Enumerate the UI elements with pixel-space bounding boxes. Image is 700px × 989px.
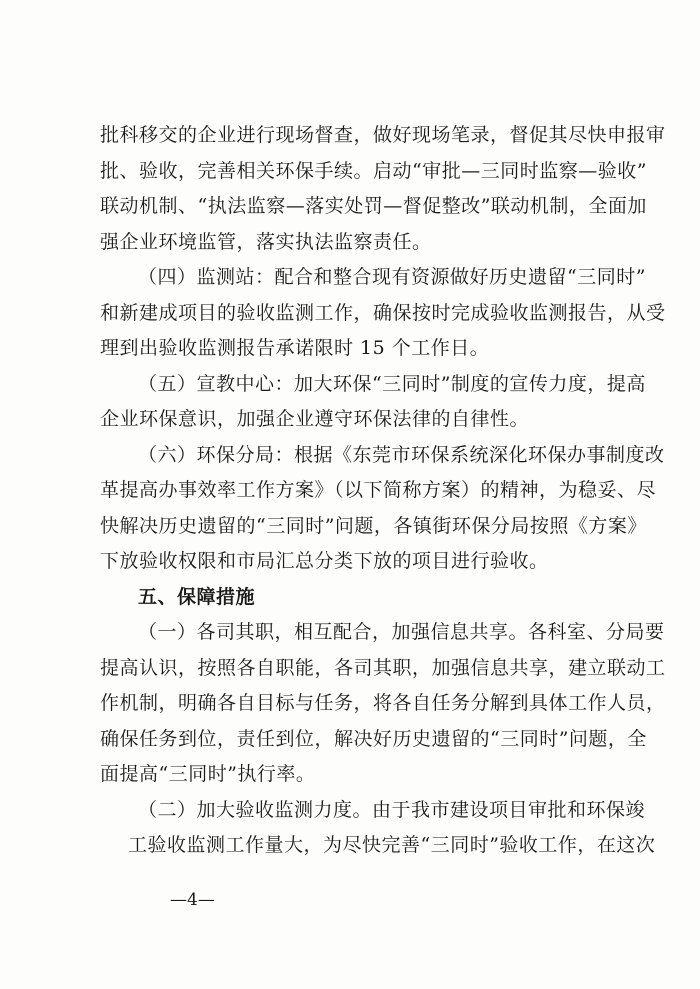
paragraph-line: 下放验收权限和市局汇总分类下放的项目进行验收。	[100, 550, 549, 572]
paragraph-line: 批、验收，完善相关环保手续。启动“审批—三同时监察—验收”	[100, 159, 647, 182]
paragraph-line: 确保任务到位，责任到位，解决好历史遗留的“三同时”问题，全	[100, 727, 647, 750]
paragraph-line: （四）监测站：配合和整合现有资源做好历史遗留“三同时”	[138, 266, 646, 288]
paragraph-line: 作机制，明确各自目标与任务，将各自任务分解到具体工作人员，	[100, 692, 666, 714]
paragraph-line: （六）环保分局：根据《东莞市环保系统深化环保办事制度改	[138, 443, 665, 466]
paragraph-line: 企业环保意识，加强企业遵守环保法律的自律性。	[100, 408, 530, 430]
page-number: —4—	[170, 889, 215, 910]
paragraph-line: 和新建成项目的验收监测工作，确保按时完成验收监测报告，从受	[100, 301, 666, 324]
paragraph-line: （一）各司其职，相互配合，加强信息共享。各科室、分局要	[138, 621, 665, 643]
paragraph-line: 快解决历史遗留的“三同时”问题，各镇街环保分局按照《方案》	[100, 514, 647, 537]
paragraph-line: （二）加大验收监测力度。由于我市建设项目审批和环保竣	[138, 798, 646, 821]
paragraph-line: 面提高“三同时”执行率。	[100, 763, 316, 785]
paragraph-line: 强企业环境监管，落实执法监察责任。	[100, 230, 432, 253]
paragraph-line: 理到出验收监测报告承诺限时 15 个工作日。	[100, 337, 490, 359]
paragraph-line: 批科移交的企业进行现场督查，做好现场笔录，督促其尽快申报审	[100, 124, 666, 146]
paragraph-line: 联动机制、“执法监察—落实处罚—督促整改”联动机制，全面加	[100, 195, 647, 217]
paragraph-line: 提高认识，按照各自职能，各司其职，加强信息共享，建立联动工	[100, 656, 666, 679]
paragraph-line: （五）宣教中心：加大环保“三同时”制度的宣传力度，提高	[138, 372, 646, 395]
paragraph-line: 工验收监测工作量大，为尽快完善“三同时”验收工作，在这次	[128, 834, 656, 856]
paragraph-line: 革提高办事效率工作方案》（以下简称方案）的精神，为稳妥、尽	[100, 479, 657, 501]
section-heading: 五、保障措施	[138, 585, 256, 608]
